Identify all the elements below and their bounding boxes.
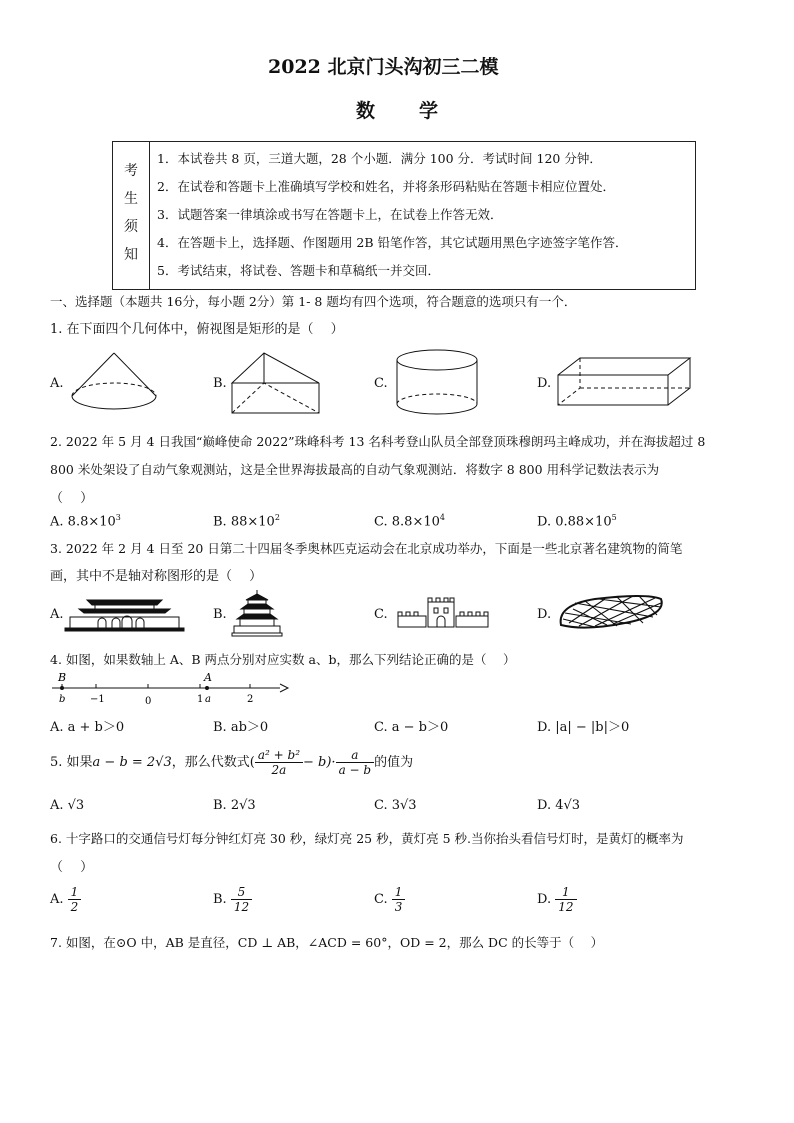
option-label: A.: [50, 376, 64, 391]
option-label: A.: [50, 607, 64, 622]
fraction: $\frac{a}{a - b}$: [336, 748, 375, 777]
question-4-option-d: D. |a| − |b|＞0: [537, 720, 630, 735]
temple-of-heaven-figure: [230, 588, 285, 638]
question-5-option-d: D. 4√3: [537, 798, 581, 813]
tick-label: 0: [145, 696, 152, 707]
notice-label-char: 考: [124, 163, 138, 179]
question-2-line: 2. 2022 年 5 月 4 日我国“巅峰使命 2022”珠峰科考 13 名科考登山队员全部登顶珠穆朗玛主峰成功，并在海拔超过 8: [50, 434, 706, 449]
value-a-label: a: [205, 694, 211, 705]
notice-item: 5．考试结束，将试卷、答题卡和草稿纸一并交回．: [157, 263, 440, 278]
notice-item: 1．本试卷共 8 页，三道大题，28 个小题．满分 100 分．考试时间 120 分钟．: [157, 151, 602, 166]
birds-nest-stadium-figure: [555, 593, 670, 631]
question-4-option-a: A. a + b＞0: [50, 720, 125, 735]
exam-notice-box: [112, 141, 696, 290]
question-3-line: 3. 2022 年 2 月 4 日至 20 日第二十四届冬季奥林匹克运动会在北京成功举办，下面是一些北京著名建筑物的简笔: [50, 541, 683, 556]
option-label: C.: [374, 607, 388, 622]
notice-item: 2．在试卷和答题卡上准确填写学校和姓名，并将条形码粘贴在答题卡相应位置处．: [157, 179, 615, 194]
question-2-line: （ ）: [50, 491, 94, 506]
question-7-stem: 7. 如图，在⊙O 中，AB 是直径，CD ⊥ AB，∠ACD = 60°，OD = 2，那么 DC 的长等于（ ）: [50, 935, 604, 950]
notice-label: [113, 142, 150, 289]
point-b-label: B: [58, 671, 67, 684]
notice-label-char: 知: [124, 247, 138, 263]
question-2-option-d: D. $0.88\times 10^5$: [537, 513, 617, 530]
question-4-option-b: B. ab＞0: [213, 720, 269, 735]
question-6-option-a: A. $\frac{1}{2}$: [50, 885, 81, 914]
notice-item: 4．在答题卡上，选择题、作图题用 2B 铅笔作答，其它试题用黑色字迹签字笔作答．: [157, 235, 628, 250]
section-heading: 一、选择题（本题共 16分，每小题 2分）第 1- 8 题均有四个选项，符合题意的选项只有一个．: [50, 294, 577, 309]
option-label: D.: [537, 607, 552, 622]
question-6-line: （ ）: [50, 860, 94, 875]
option-label: B.: [213, 376, 227, 391]
question-6-option-d: D. $\frac{1}{12}$: [537, 885, 577, 914]
notice-label-char: 生: [124, 191, 138, 207]
question-2-option-a: A. $8.8\times 10^3$: [50, 513, 121, 530]
cuboid-figure: [555, 355, 695, 410]
tick-label: −1: [90, 694, 105, 705]
question-4-option-c: C. a − b＞0: [374, 720, 449, 735]
great-wall-figure: [396, 596, 491, 632]
option-label: B.: [213, 607, 227, 622]
question-2-option-b: B. $88\times 10^2$: [213, 513, 280, 530]
question-3-line: 画，其中不是轴对称图形的是（ ）: [50, 569, 263, 584]
tick-label: 2: [247, 694, 254, 705]
question-5-option-a: A. √3: [50, 798, 85, 813]
tiananmen-figure: [62, 595, 187, 635]
notice-item: 3．试题答案一律填涂或书写在答题卡上，在试卷上作答无效．: [157, 207, 503, 222]
question-6-line: 6. 十字路口的交通信号灯每分钟红灯亮 30 秒，绿灯亮 25 秒，黄灯亮 5 秒.当你抬头看信号灯时，是黄灯的概率为: [50, 831, 684, 846]
page-title: 2022 北京门头沟初三二模: [268, 56, 499, 78]
cone-figure: [66, 350, 166, 415]
tick-label: 1: [197, 694, 204, 705]
fraction: $\frac{\text{a² + b²}}{2a}$: [255, 748, 303, 777]
question-5-option-c: C. 3√3: [374, 798, 417, 813]
question-4-stem: 4. 如图，如果数轴上 A、B 两点分别对应实数 a、b，那么下列结论正确的是（ ）: [50, 652, 516, 667]
number-line-figure: [52, 670, 287, 710]
cylinder-figure: [395, 348, 480, 418]
question-6-option-c: C. $\frac{1}{3}$: [374, 885, 405, 914]
point-a-label: A: [204, 671, 212, 684]
question-6-option-b: B. $\frac{5}{12}$: [213, 885, 252, 914]
notice-label-char: 须: [124, 219, 138, 235]
triangular-prism-figure: [229, 350, 324, 418]
question-5-option-b: B. 2√3: [213, 798, 256, 813]
condition-expression: a − b = 2√3: [92, 755, 172, 770]
subject-title: 数 学: [356, 100, 441, 122]
option-label: D.: [537, 376, 552, 391]
question-5-stem: 5. 如果a − b = 2√3，那么代数式( $\frac{\text{a² + b²}}{2a}$ − b)· $\frac{a}{a - b}$ 的值为: [50, 748, 414, 777]
option-label: C.: [374, 376, 388, 391]
value-b-label: b: [59, 694, 66, 705]
question-2-option-c: C. $8.8\times 10^4$: [374, 513, 445, 530]
question-1-stem: 1. 在下面四个几何体中，俯视图是矩形的是（ ）: [50, 322, 344, 337]
question-2-line: 800 米处架设了自动气象观测站，这是全世界海拔最高的自动气象观测站．将数字 8 800 用科学记数法表示为: [50, 462, 660, 477]
